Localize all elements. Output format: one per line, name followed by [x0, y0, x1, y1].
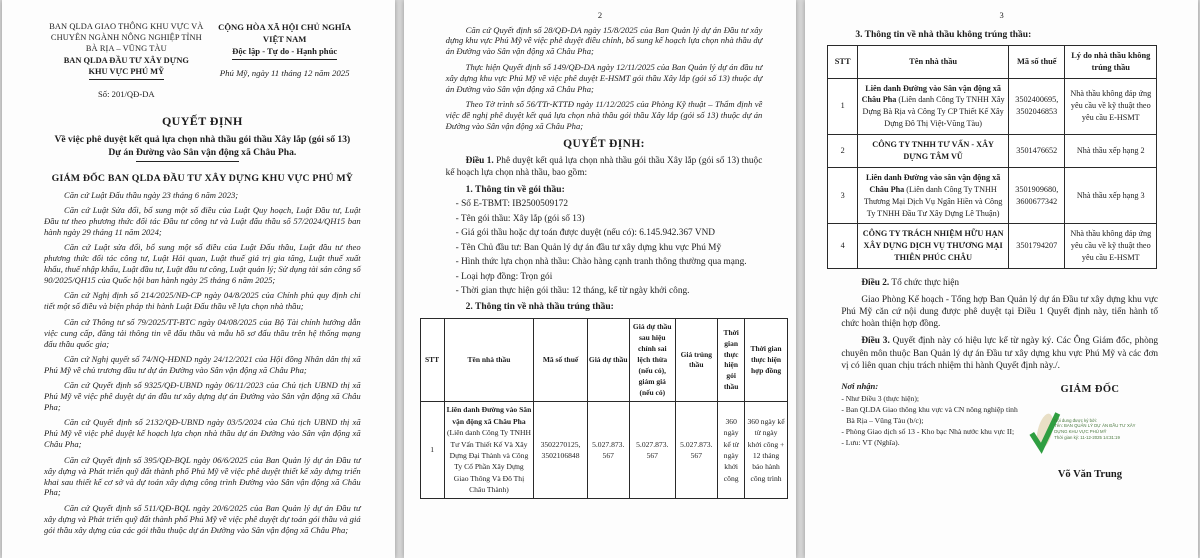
tax-id-cell: 3501909680, 3600677342: [1009, 167, 1065, 224]
page-number: 3: [999, 10, 1004, 20]
digital-signature-stamp: [1004, 411, 1158, 455]
table-row: [828, 78, 1157, 135]
issuing-org-block: [44, 22, 209, 100]
place-date: Phú Mỹ, ngày 11 tháng 12 năm 2025: [219, 67, 350, 78]
document-number: Số: 201/QĐ-DA: [98, 88, 155, 99]
decision-subtitle: Về việc phê duyệt kết quả lựa chọn nhà thầu gói thầu Xây lắp (gói số 13) Dự án Đường vào Sân vận động xã Châu Pha.: [44, 134, 361, 162]
recipients-list: [841, 380, 1022, 480]
adjusted-price-cell: 5.027.873. 567: [629, 402, 675, 498]
package-info-list: [446, 199, 763, 296]
closing-block: [841, 380, 1158, 480]
col-winning-price: Giá trúng thầu: [675, 319, 717, 402]
tax-id-cell: 3502400695, 3502046853: [1009, 78, 1065, 135]
table-header-row: [420, 319, 787, 402]
recitals-page1: [44, 190, 361, 536]
national-title: CỘNG HÒA XÃ HỘI CHỦ NGHĨA VIỆT NAM: [218, 22, 352, 44]
page-number: 2: [597, 10, 603, 20]
national-header-block: [209, 22, 361, 100]
recipients-heading: Nơi nhận:: [841, 380, 879, 391]
national-motto: Độc lập - Tự do - Hạnh phúc: [209, 46, 361, 60]
col-adjusted-price: Giá dự thầu sau hiệu chỉnh sai lệch thừa (nếu có), giảm giá (nếu có): [629, 319, 675, 402]
decision-heading: QUYẾT ĐỊNH: [161, 113, 243, 128]
col-bidder-name: Tên nhà thầu: [857, 46, 1008, 79]
col-tax-id: Mã số thuế: [1009, 46, 1065, 79]
table-row: [420, 402, 787, 498]
col-tax-id: Mã số thuế: [534, 319, 587, 402]
section-2-heading: 2. Thông tin về nhà thầu trúng thầu:: [465, 302, 614, 313]
reason-cell: Nhà thầu không đáp ứng yêu cầu về kỹ thuật theo yêu cầu E-HSMT: [1065, 78, 1157, 135]
parent-org-name: BAN QLDA GIAO THÔNG KHU VỰC VÀ CHUYÊN NGÀNH NÔNG NGHIỆP TỈNH BÀ RỊA – VŨNG TÀU: [49, 22, 204, 53]
winning-bidders-table: [420, 318, 788, 498]
page-3: [805, 0, 1198, 558]
tax-id-cell: 3501794207: [1009, 224, 1065, 269]
signature-block: [1022, 380, 1158, 480]
winning-price-cell: 5.027.873. 567: [675, 402, 717, 498]
recipient-item: - Ban QLDA Giao thông khu vực và CN nông nghiệp tỉnh: [841, 405, 1018, 415]
recital-paragraph: Theo Tờ trình số 56/TTr-KTTĐ ngày 11/12/2025 của Phòng Kỹ thuật – Thẩm định về việc đề nghị phê duyệt kết quả lựa chọn nhà thầu gói thầu Xây lắp (gói số 13) thuộc dự án Đường vào Sân vận động xã Châu Pha;: [445, 98, 763, 131]
table-row: [828, 167, 1157, 224]
article-1: Điều 1. Phê duyệt kết quả lựa chọn nhà thầu gói thầu Xây lắp (gói số 13) thuộc kế hoạch lựa chọn nhà thầu, bao gồm:: [445, 155, 763, 178]
package-info-item: - Giá gói thầu hoặc dự toán được duyệt (nếu có): 6.145.942.367 VND: [455, 228, 715, 239]
recipient-item: - Lưu: VT (Nghĩa).: [841, 438, 900, 448]
stt-cell: 2: [828, 135, 858, 168]
package-info-item: - Tên Chủ đầu tư: Ban Quản lý dự án đầu tư xây dựng khu vực Phú Mỹ: [455, 242, 722, 253]
losing-bidders-table: [827, 45, 1157, 269]
recital-paragraph: Căn cứ Luật sửa đổi, bổ sung một số điều của Luật Đấu thầu, Luật đầu tư theo phương thức đối tác công tư, Luật Hải quan, Luật thuế giá trị gia tăng, Luật thuế xuất khẩu, thuế nhập khẩu, Luật đầu tư, Luật đầu tư công, Luật quản lý; Sử dụng tài sản công số 90/2025/QH15 của Quốc hội ban hành ngày 25 tháng 6 năm 2025;: [44, 242, 361, 285]
col-duration: Thời gian thực hiện gói thầu: [717, 319, 745, 402]
package-info-item: - Tên gói thầu: Xây lắp (gói số 13): [455, 213, 585, 224]
recipient-item: - Như Điều 3 (thực hiện);: [841, 394, 919, 404]
bid-price-cell: 5.027.873. 567: [587, 402, 629, 498]
col-bid-price: Giá dự thầu: [587, 319, 629, 402]
bidder-name-cell: Liên danh Đường vào Sân vận động xã Châu Pha (Liên danh Công Ty TNHH Tư Vấn Thiết Kế Và Xây Dựng Đại Thành và Công Ty Cổ Phần Xây Dựng Giao Thông Và Đô Thị Châu Thành): [444, 402, 534, 498]
signer-name: Võ Văn Trung: [1057, 468, 1123, 480]
recital-paragraph: Căn cứ Quyết định số 511/QĐ-BQL ngày 20/6/2025 của Ban Quản lý dự án Đầu tư xây dựng và Phát triển quỹ đất thành phố Phú Mỹ về việc phê duyệt dự toán gói thầu và giá gói thầu xây dựng của các gói thầu thuộc dự án Đường vào Sân vận động xã Châu Pha;: [44, 502, 361, 535]
package-info-item: - Thời gian thực hiện gói thầu: 12 tháng, kể từ ngày khởi công.: [455, 286, 690, 297]
issuing-org-name: BAN QLDA ĐẦU TƯ XÂY DỰNG KHU VỰC PHÚ MỸ: [44, 56, 209, 80]
package-info-item: - Hình thức lựa chọn nhà thầu: Chào hàng cạnh tranh thông thường qua mạng.: [455, 257, 747, 268]
bidder-name-cell: CÔNG TY TNHH TƯ VẤN - XÂY DỰNG TÂM VŨ: [857, 135, 1008, 168]
page-1: [2, 0, 395, 558]
recital-paragraph: Căn cứ Quyết định số 9325/QĐ-UBND ngày 06/11/2023 của Chủ tịch UBND thị xã Phú Mỹ về việc phê duyệt dự án đầu tư xây dựng dự án Đường vào Sân vận động xã Châu Pha;: [44, 380, 361, 413]
issuer-heading: GIÁM ĐỐC BAN QLDA ĐẦU TƯ XÂY DỰNG KHU VỰC PHÚ MỸ: [51, 172, 354, 184]
article-2-heading: Điều 2. Tổ chức thực hiện: [861, 278, 960, 289]
recital-paragraph: Căn cứ Luật Sửa đổi, bổ sung một số điều của Luật Quy hoạch, Luật Đầu tư, Luật Đầu tư theo phương thức đối tác Đầu tư công tư và Luật đấu thầu số 57/2024/QH15 ban hành ngày 29 tháng 11 năm 2024;: [44, 205, 361, 237]
col-bidder-name: Tên nhà thầu: [444, 319, 534, 402]
page-2: [404, 0, 797, 558]
col-reason: Lý do nhà thầu không trúng thầu: [1065, 46, 1157, 79]
article-2-body: Giao Phòng Kế hoạch - Tổng hợp Ban Quản lý dự án Đầu tư xây dựng khu vực Phú Mỹ căn cứ nội dung được phê duyệt tại Điều 1 Quyết định này, tiến hành tổ chức hoàn thiện hợp đồng.: [841, 295, 1159, 330]
stt-cell: 1: [828, 78, 858, 135]
reason-cell: Nhà thầu xếp hạng 2: [1065, 135, 1157, 168]
bidder-name-cell: Liên danh Đường vào Sân vận động xã Châu Pha (Liên danh Công Ty TNHH Xây Dựng Bà Rịa và Công Ty CP Thiết Kế Xây Dựng Đô Thị Việt-Vũng Tàu): [857, 78, 1008, 135]
recital-paragraph: Căn cứ Quyết định số 28/QĐ-DA ngày 15/8/2025 của Ban Quản lý dự án Đầu tư xây dựng khu vực Phú Mỹ về việc phê duyệt điều chỉnh, bổ sung kế hoạch lựa chọn nhà thầu dự án Đường vào Sân vận động xã Châu Pha;: [445, 24, 763, 57]
signature-stamp-text: Nội dung được ký bởi: Tên: BAN QUẢN LÝ DỰ ÁN ĐẦU TƯ XÂY DỰNG KHU VỰC PHÚ MỸ Thời gian ký: 11-12-2025 14:31:19: [1054, 417, 1136, 441]
package-info-item: - Số E-TBMT: IB2500509172: [455, 199, 569, 210]
package-info-item: - Loại hợp đồng: Trọn gói: [455, 271, 553, 282]
stt-cell: 3: [828, 167, 858, 224]
section-3-heading: 3. Thông tin về nhà thầu không trúng thầu:: [855, 30, 1032, 40]
recital-paragraph: Căn cứ Nghị định số 214/2025/NĐ-CP ngày 04/8/2025 của Chính phủ quy định chi tiết một số điều và biện pháp thi hành Luật Đấu thầu về lựa chọn nhà thầu;: [44, 290, 361, 312]
table-row: [828, 224, 1157, 269]
stt-cell: 1: [420, 402, 444, 498]
table-header-row: [828, 46, 1157, 79]
col-contract-duration: Thời gian thực hiện hợp đồng: [745, 319, 787, 402]
tax-id-cell: 3502270125, 3502106848: [534, 402, 587, 498]
stt-cell: 4: [828, 224, 858, 269]
reason-cell: Nhà thầu xếp hạng 3: [1065, 167, 1157, 224]
recipient-item: - Phòng Giao dịch số 13 - Kho bạc Nhà nước khu vực II;: [841, 427, 1015, 437]
page1-header: [44, 22, 361, 100]
tax-id-cell: 3501476652: [1009, 135, 1065, 168]
col-stt: STT: [420, 319, 444, 402]
recital-paragraph: Căn cứ Nghị quyết số 74/NQ-HĐND ngày 24/12/2021 của Hội đồng Nhân dân thị xã Phú Mỹ về chủ trương đầu tư dự án Đường vào Sân vận động xã Châu Pha;: [44, 353, 361, 375]
signer-title: GIÁM ĐỐC: [1060, 383, 1120, 395]
table-row: [828, 135, 1157, 168]
duration-cell: 360 ngày kể từ ngày khởi công: [717, 402, 745, 498]
bidder-name-cell: Liên danh Đường vào sân vận động xã Châu Pha (Liên danh Công Ty TNHH Thương Mại Dịch Vụ Ngân Hiền và Công Ty TNHH Đầu Tư Xây Dựng Lê Thuận): [857, 167, 1008, 224]
col-stt: STT: [828, 46, 858, 79]
recital-paragraph: Căn cứ Thông tư số 79/2025/TT-BTC ngày 04/08/2025 của Bộ Tài chính hướng dẫn việc cung cấp, đăng tải thông tin về đấu thầu và mẫu hồ sơ đấu thầu trên hệ thống mạng đấu thầu quốc gia;: [44, 316, 361, 349]
recital-paragraph: Căn cứ Quyết định số 2132/QĐ-UBND ngày 03/5/2024 của Chủ tịch UBND thị xã Phú Mỹ về việc phê duyệt kế hoạch lựa chọn nhà thầu dự án Đường vào Sân vận động xã Châu Pha;: [44, 417, 361, 450]
article-3: Điều 3. Quyết định này có hiệu lực kể từ ngày ký. Các Ông Giám đốc, phòng chuyên môn thuộc Ban Quản lý dự án Đầu tư xây dựng khu vực Phú Mỹ và các đơn vị có liên quan chịu trách nhiệm thi hành Quyết định này./.: [841, 336, 1159, 371]
recitals-page2: [446, 25, 763, 132]
contract-duration-cell: 360 ngày kể từ ngày khởi công + 12 tháng bảo hành công trình: [745, 402, 787, 498]
recital-paragraph: Thực hiện Quyết định số 149/QĐ-DA ngày 12/11/2025 của Ban Quản lý dự án đầu tư xây dựng khu vực Phú Mỹ về việc phê duyệt E-HSMT gói thầu Xây lắp (gói số 13) thuộc dự án Đường vào Sân vận động xã Châu Pha;: [445, 61, 763, 94]
recipient-item: Bà Rịa – Vũng Tàu (b/c);: [846, 416, 924, 426]
recital-paragraph: Căn cứ Luật Đấu thầu ngày 23 tháng 6 năm 2023;: [64, 189, 239, 200]
bidder-name-cell: CÔNG TY TRÁCH NHIỆM HỮU HẠN XÂY DỰNG DỊCH VỤ THƯƠNG MẠI THIÊN PHÚC CHÂU: [857, 224, 1008, 269]
decision-heading: QUYẾT ĐỊNH:: [563, 137, 645, 150]
reason-cell: Nhà thầu không đáp ứng yêu cầu về kỹ thuật theo yêu cầu E-HSMT: [1065, 224, 1157, 269]
section-1-heading: 1. Thông tin về gói thầu:: [465, 184, 565, 195]
recital-paragraph: Căn cứ Quyết định số 395/QĐ-BQL ngày 06/6/2025 của Ban Quản lý dự án Đầu tư xây dựng và Phát triển quỹ đất thành phố Phú Mỹ về việc phê duyệt thiết kế xây dựng triển khai sau thiết kế cơ sở và dự toán xây dựng công trình Đường vào Sân vận động xã Châu Pha;: [44, 454, 361, 498]
